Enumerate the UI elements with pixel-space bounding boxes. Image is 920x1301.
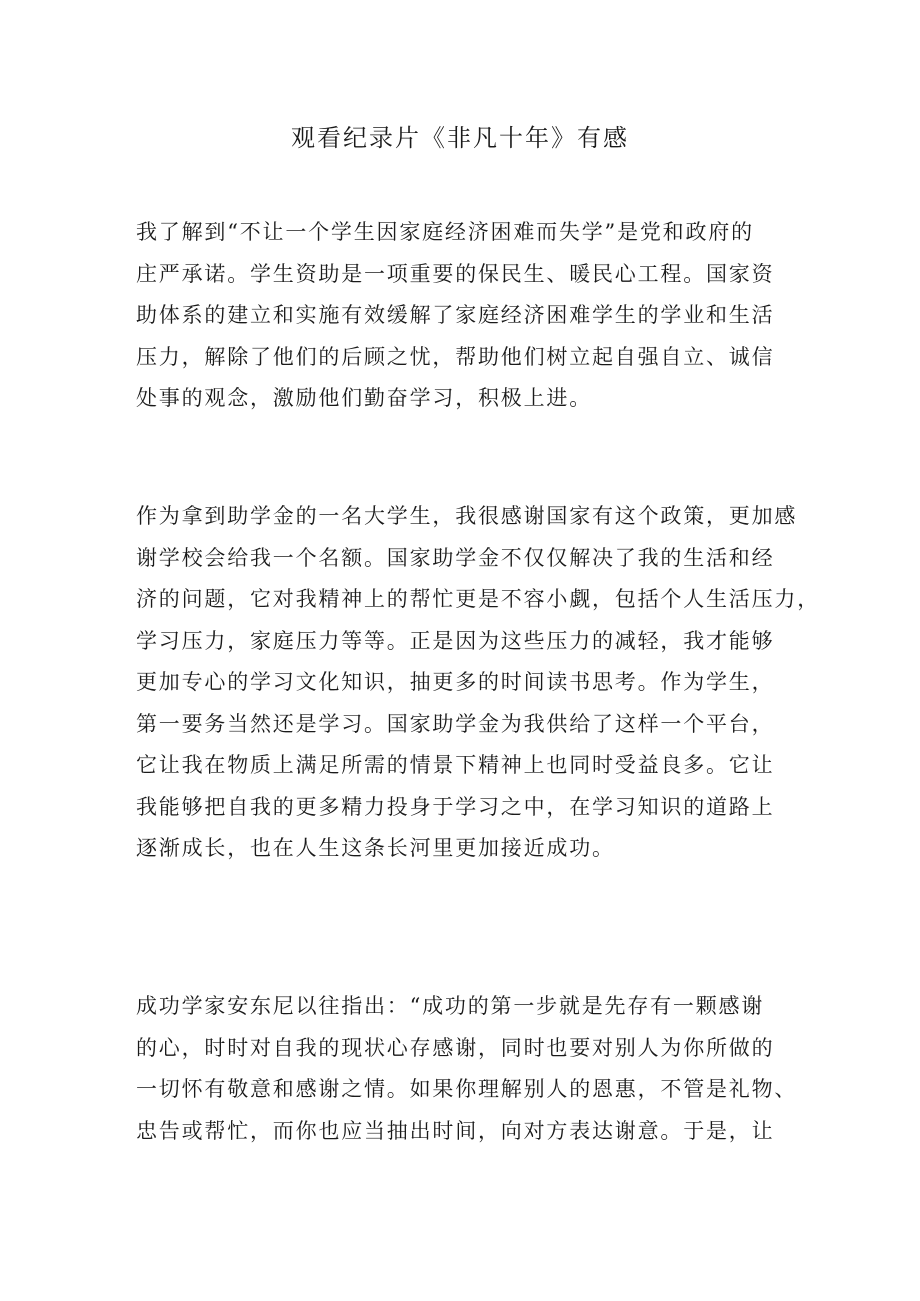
paragraph-line: 第一要务当然还是学习。国家助学金为我供给了这样一个平台， bbox=[136, 711, 775, 736]
paragraph-line: 我了解到“不让一个学生因家庭经济困难而失学”是党和政府的 bbox=[136, 220, 754, 244]
paragraph-line: 更加专心的学习文化知识，抽更多的时间读书思考。作为学生， bbox=[136, 670, 775, 694]
paragraph-line: 我能够把自我的更多精力投身于学习之中，在学习知识的道路上 bbox=[136, 794, 775, 819]
document-title: 观看纪录片《非凡十年》有感 bbox=[291, 124, 629, 152]
paragraph-line: 的心，时时对自我的现状心存感谢，同时也要对别人为你所做的 bbox=[136, 1035, 775, 1060]
paragraph-1 bbox=[136, 212, 796, 420]
paragraph-line: 逐渐成长，也在人生这条长河里更加接近成功。 bbox=[136, 836, 615, 860]
paragraph-line: 济的问题，它对我精神上的帮忙更是不容小觑，包括个人生活压力， bbox=[136, 587, 820, 611]
paragraph-line: 作为拿到助学金的一名大学生，我很感谢国家有这个政策，更加感 bbox=[136, 504, 798, 528]
paragraph-3 bbox=[136, 986, 796, 1152]
paragraph-2 bbox=[136, 496, 820, 870]
paragraph-line: 学习压力，家庭压力等等。正是因为这些压力的减轻，我才能够 bbox=[136, 628, 775, 653]
paragraph-line: 忠告或帮忙，而你也应当抽出时间，向对方表达谢意。于是，让 bbox=[136, 1118, 775, 1143]
paragraph-line: 一切怀有敬意和感谢之情。如果你理解别人的恩惠，不管是礼物、 bbox=[136, 1077, 798, 1101]
paragraph-line: 成功学家安东尼以往指出：“成功的第一步就是先存有一颗感谢 bbox=[136, 994, 765, 1018]
paragraph-line: 谢学校会给我一个名额。国家助学金不仅仅解决了我的生活和经 bbox=[136, 545, 775, 570]
paragraph-line: 庄严承诺。学生资助是一项重要的保民生、暖民心工程。国家资 bbox=[136, 261, 775, 286]
paragraph-line: 它让我在物质上满足所需的情景下精神上也同时受益良多。它让 bbox=[136, 753, 775, 777]
paragraph-line: 压力，解除了他们的后顾之忧，帮助他们树立起自强自立、诚信 bbox=[136, 344, 775, 369]
paragraph-line: 助体系的建立和实施有效缓解了家庭经济困难学生的学业和生活 bbox=[136, 303, 775, 327]
paragraph-line: 处事的观念，激励他们勤奋学习，积极上进。 bbox=[136, 386, 592, 410]
